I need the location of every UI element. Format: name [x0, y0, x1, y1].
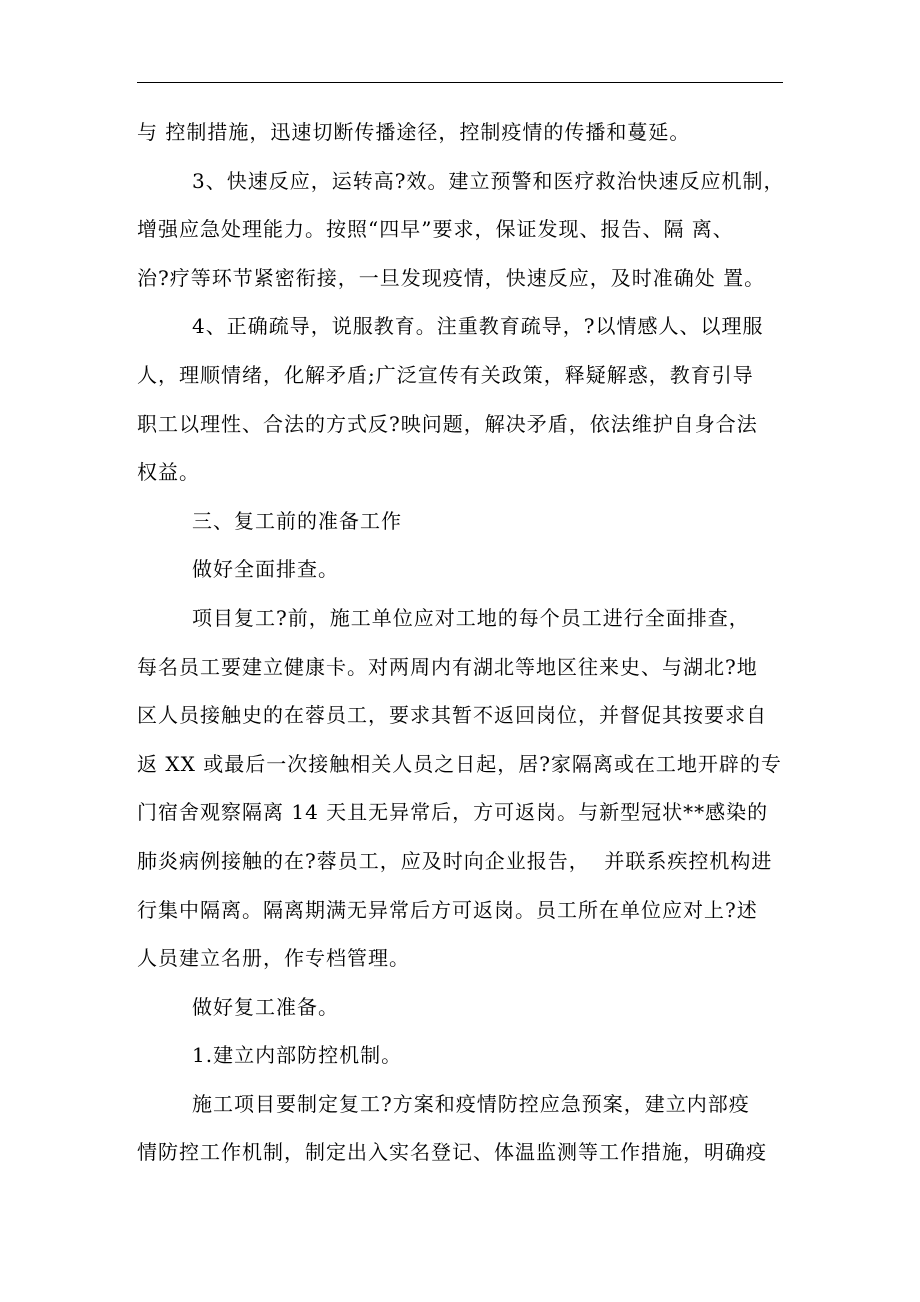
text-line: 每名员工要建立健康卡。对两周内有湖北等地区往来史、与湖北?地: [137, 654, 758, 679]
text-line: 职工以理性、合法的方式反?映问题，解决矛盾，依法维护自身合法: [137, 411, 758, 436]
text-line: 治?疗等环节紧密衔接，一旦发现疫情，快速反应，及时准确处 置。: [137, 265, 766, 290]
text-line: 区人员接触史的在蓉员工，要求其暂不返回岗位，并督促其按要求自: [137, 703, 767, 728]
text-line: 施工项目要制定复工?方案和疫情防控应急预案，建立内部疫: [192, 1091, 750, 1116]
text-line: 行集中隔离。隔离期满无异常后方可返岗。员工所在单位应对上?述: [137, 897, 758, 922]
text-line: 门宿舍观察隔离 14 天且无异常后，方可返岗。与新型冠状**感染的: [137, 800, 769, 825]
list-item-heading: 1.建立内部防控机制。: [192, 1043, 403, 1068]
text-line: 4、正确疏导，说服教育。注重教育疏导，?以情感人、以理服: [192, 314, 764, 339]
section-heading: 三、复工前的准备工作: [192, 508, 402, 533]
text-line: 情防控工作机制，制定出入实名登记、体温监测等工作措施，明确疫: [137, 1140, 767, 1165]
text-line: 项目复工?前，施工单位应对工地的每个员工进行全面排查，: [192, 605, 750, 630]
subsection-heading: 做好复工准备。: [192, 994, 339, 1019]
text-line: 权益。: [137, 460, 200, 485]
text-line: 增强应急处理能力。按照“四早”要求，保证发现、报告、隔 离、: [137, 217, 734, 242]
subsection-heading: 做好全面排查。: [192, 557, 339, 582]
header-divider: [137, 82, 783, 83]
text-line: 3、快速反应，运转高?效。建立预警和医疗救治快速反应机制，: [192, 168, 785, 193]
body-text: [137, 108, 797, 1177]
text-line: 与 控制措施，迅速切断传播途径，控制疫情的传播和蔓延。: [137, 120, 691, 144]
text-line: 人，理顺情绪，化解矛盾;广泛宣传有关政策，释疑解惑，教育引导: [137, 362, 754, 387]
text-line: 肺炎病例接触的在?蓉员工，应及时向企业报告， 并联系疾控机构进: [137, 848, 773, 873]
text-line: 人员建立名册，作专档管理。: [137, 946, 410, 971]
text-line: 返 XX 或最后一次接触相关人员之日起，居?家隔离或在工地开辟的专: [137, 751, 782, 776]
